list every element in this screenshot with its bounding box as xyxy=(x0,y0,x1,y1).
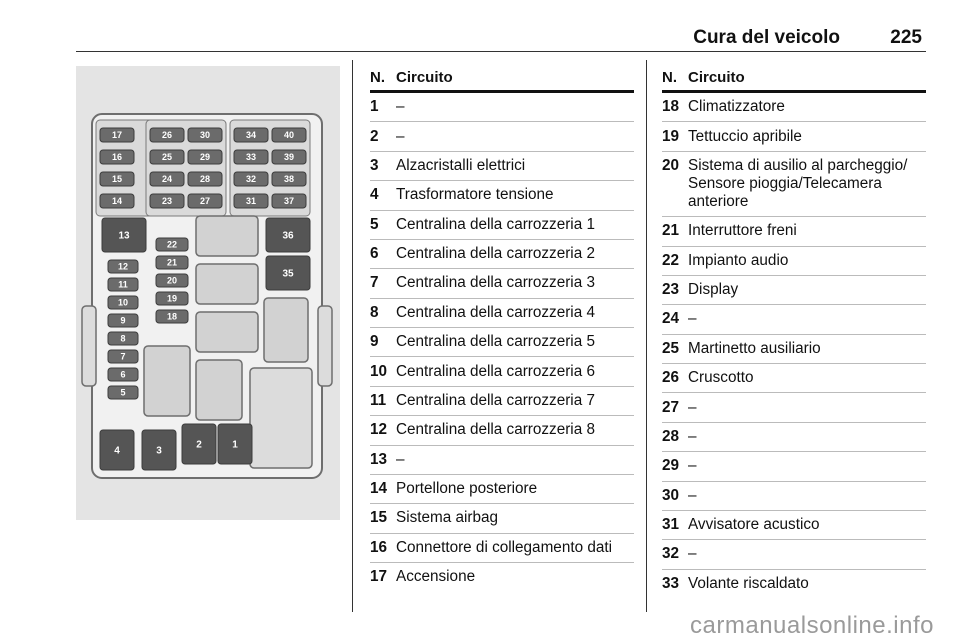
circuit-name: Cruscotto xyxy=(688,369,754,387)
table-row xyxy=(662,452,926,481)
fuse-number: 31 xyxy=(662,516,680,534)
fuse-number: 29 xyxy=(662,457,680,475)
fuse-number-label: 22 xyxy=(166,239,178,250)
fuse-number: 25 xyxy=(662,339,680,357)
fuse-number-label: 21 xyxy=(166,257,178,268)
fuse-number: 21 xyxy=(662,222,680,240)
circuit-name: Sistema airbag xyxy=(396,509,499,527)
circuit-name: – xyxy=(688,398,697,416)
table-row xyxy=(370,563,634,591)
circuit-name: – xyxy=(688,545,697,563)
fuse-number-label: 39 xyxy=(283,152,295,163)
circuit-name: – xyxy=(688,486,697,504)
fuse-number-label: 19 xyxy=(166,293,178,304)
circuit-name: Connettore di collegamento dati xyxy=(396,538,612,556)
fuse-number-label: 6 xyxy=(120,369,126,380)
fuse-number-label: 10 xyxy=(117,297,129,308)
circuit-name: Climatizzatore xyxy=(688,98,785,116)
table-row xyxy=(662,511,926,540)
fuse-number-label: 38 xyxy=(283,174,295,185)
fuse-number: 12 xyxy=(370,421,388,439)
fuse-number: 7 xyxy=(370,274,379,292)
table-row xyxy=(370,446,634,475)
relay xyxy=(196,216,258,256)
table-row xyxy=(662,364,926,393)
column-divider-left xyxy=(352,60,353,612)
fuse-number: 17 xyxy=(370,568,388,586)
table-row xyxy=(370,534,634,563)
table-row xyxy=(370,299,634,328)
circuit-name: – xyxy=(396,450,405,468)
fuse-number: 20 xyxy=(662,156,680,174)
relay xyxy=(196,312,258,352)
circuit-name: Impianto audio xyxy=(688,251,789,269)
circuit-name: – xyxy=(396,127,405,145)
fuse-number-label: 16 xyxy=(111,152,123,163)
fuse-number: 32 xyxy=(662,545,680,563)
fuse-number-label: 27 xyxy=(199,196,211,207)
fuse-number: 1 xyxy=(370,98,379,116)
fuse-number-label: 40 xyxy=(283,130,295,141)
table-row xyxy=(662,393,926,422)
fuse-number: 5 xyxy=(370,215,379,233)
table-row xyxy=(370,387,634,416)
fuse-number: 2 xyxy=(370,127,379,145)
column-header-number: N. xyxy=(662,69,677,86)
circuit-name: Avvisatore acustico xyxy=(688,516,820,534)
fuse-number: 27 xyxy=(662,398,680,416)
circuit-name: – xyxy=(688,310,697,328)
table-row xyxy=(370,181,634,210)
fuse-number-label: 14 xyxy=(111,196,123,207)
fuse-number-label: 12 xyxy=(117,261,129,272)
circuit-name: Portellone posteriore xyxy=(396,480,538,498)
fuse-number-label: 2 xyxy=(196,439,202,451)
circuit-name: Martinetto ausiliario xyxy=(688,339,821,357)
fuse-number: 9 xyxy=(370,333,379,351)
fuse-number: 13 xyxy=(370,450,388,468)
table-row xyxy=(662,305,926,334)
table-row xyxy=(370,152,634,181)
fuse-number-label: 23 xyxy=(161,196,173,207)
fuse-box-svg xyxy=(76,66,340,520)
section-title: Cura del veicolo xyxy=(693,27,840,48)
connector-bay xyxy=(250,368,312,468)
column-divider-right xyxy=(646,60,647,612)
circuit-name: Volante riscaldato xyxy=(688,574,809,592)
fuse-number-label: 36 xyxy=(282,230,294,242)
fuse-number: 33 xyxy=(662,574,680,592)
fuse-number-label: 13 xyxy=(118,230,130,242)
fuse-number: 26 xyxy=(662,369,680,387)
fuse-number-label: 20 xyxy=(166,275,178,286)
column-header-circuit: Circuito xyxy=(688,69,745,86)
page-header xyxy=(0,24,960,54)
fuse-number-label: 8 xyxy=(120,333,126,344)
fuse-number-label: 33 xyxy=(245,152,257,163)
circuit-name: Sistema di ausilio al parcheggio/ Sensore pioggia/Telecamera anteriore xyxy=(688,156,908,210)
fuse-number-label: 17 xyxy=(111,130,123,141)
table-row xyxy=(370,93,634,122)
table-row xyxy=(662,335,926,364)
fuse-number: 10 xyxy=(370,362,388,380)
fuse-number: 14 xyxy=(370,480,388,498)
relay xyxy=(196,360,242,420)
table-row xyxy=(662,276,926,305)
table-row xyxy=(662,540,926,569)
page-number: 225 xyxy=(890,27,922,48)
table-row xyxy=(662,93,926,122)
side-clip-left xyxy=(82,306,96,386)
circuit-name: Centralina della carrozzeria 5 xyxy=(396,333,595,351)
circuit-name: Centralina della carrozzeria 7 xyxy=(396,391,595,409)
table-row xyxy=(662,570,926,598)
fuse-number-label: 29 xyxy=(199,152,211,163)
circuit-name: Trasformatore tensione xyxy=(396,186,554,204)
table-row xyxy=(370,122,634,151)
circuit-name: – xyxy=(688,427,697,445)
circuit-name: Accensione xyxy=(396,568,476,586)
table-row xyxy=(370,240,634,269)
circuit-name: Interruttore freni xyxy=(688,222,797,240)
fuse-number: 24 xyxy=(662,310,680,328)
header-rule xyxy=(76,51,926,52)
relay xyxy=(144,346,190,416)
fuse-number-label: 4 xyxy=(114,445,120,457)
table-row xyxy=(370,269,634,298)
table-row xyxy=(662,217,926,246)
fuse-number-label: 28 xyxy=(199,174,211,185)
circuit-name: Tettuccio apribile xyxy=(688,127,802,145)
fuse-table-right xyxy=(662,66,926,598)
circuit-name: Centralina della carrozzeria 4 xyxy=(396,303,595,321)
fuse-number-label: 11 xyxy=(118,279,128,290)
fuse-number-label: 18 xyxy=(166,311,178,322)
table-row xyxy=(662,482,926,511)
table-row xyxy=(662,247,926,276)
column-header-number: N. xyxy=(370,69,385,86)
circuit-name: Centralina della carrozzeria 1 xyxy=(396,215,595,233)
circuit-name: Centralina della carrozzeria 2 xyxy=(396,245,595,263)
circuit-name: Display xyxy=(688,281,739,299)
relay xyxy=(264,298,308,362)
table-body xyxy=(662,93,926,598)
watermark: carmanualsonline.info xyxy=(690,612,934,639)
fuse-number: 4 xyxy=(370,186,379,204)
fuse-number: 3 xyxy=(370,156,379,174)
fuse-number: 8 xyxy=(370,303,379,321)
fuse-number-label: 25 xyxy=(161,152,173,163)
fuse-number-label: 31 xyxy=(245,196,257,207)
fuse-number: 15 xyxy=(370,509,388,527)
fuse-number-label: 5 xyxy=(120,387,126,398)
fuse-number: 23 xyxy=(662,281,680,299)
fuse-number: 22 xyxy=(662,251,680,269)
table-row xyxy=(370,504,634,533)
circuit-name: Alzacristalli elettrici xyxy=(396,156,526,174)
table-row xyxy=(662,122,926,151)
circuit-name: Centralina della carrozzeria 3 xyxy=(396,274,595,292)
fuse-number-label: 30 xyxy=(199,130,211,141)
relay xyxy=(196,264,258,304)
fuse-number: 28 xyxy=(662,427,680,445)
fuse-number-label: 24 xyxy=(161,174,173,185)
table-row xyxy=(370,416,634,445)
table-row xyxy=(370,211,634,240)
fuse-number-label: 1 xyxy=(232,439,238,451)
circuit-name: – xyxy=(688,457,697,475)
fuse-number-label: 15 xyxy=(111,174,123,185)
table-row xyxy=(662,423,926,452)
fuse-number-label: 35 xyxy=(282,268,294,280)
fuse-number-label: 37 xyxy=(283,196,295,207)
fuse-number: 16 xyxy=(370,538,388,556)
fuse-number: 11 xyxy=(370,391,387,409)
circuit-name: Centralina della carrozzeria 8 xyxy=(396,421,595,439)
circuit-name: Centralina della carrozzeria 6 xyxy=(396,362,595,380)
table-header xyxy=(662,66,926,93)
fuse-number-label: 34 xyxy=(245,130,257,141)
fuse-number: 18 xyxy=(662,98,680,116)
table-row xyxy=(370,328,634,357)
table-row xyxy=(662,152,926,217)
fuse-number-label: 7 xyxy=(120,351,126,362)
table-header xyxy=(370,66,634,93)
fuse-number: 30 xyxy=(662,486,680,504)
fuse-number-label: 32 xyxy=(245,174,257,185)
table-row xyxy=(370,357,634,386)
fuse-number-label: 3 xyxy=(156,445,162,457)
fuse-number-label: 26 xyxy=(161,130,173,141)
table-body xyxy=(370,93,634,591)
column-header-circuit: Circuito xyxy=(396,69,453,86)
fuse-number: 19 xyxy=(662,127,680,145)
side-clip-right xyxy=(318,306,332,386)
fuse-number: 6 xyxy=(370,245,379,263)
table-row xyxy=(370,475,634,504)
fuse-number-label: 9 xyxy=(120,315,126,326)
fuse-table-left xyxy=(370,66,634,591)
fuse-box-diagram xyxy=(76,66,340,520)
circuit-name: – xyxy=(396,98,405,116)
